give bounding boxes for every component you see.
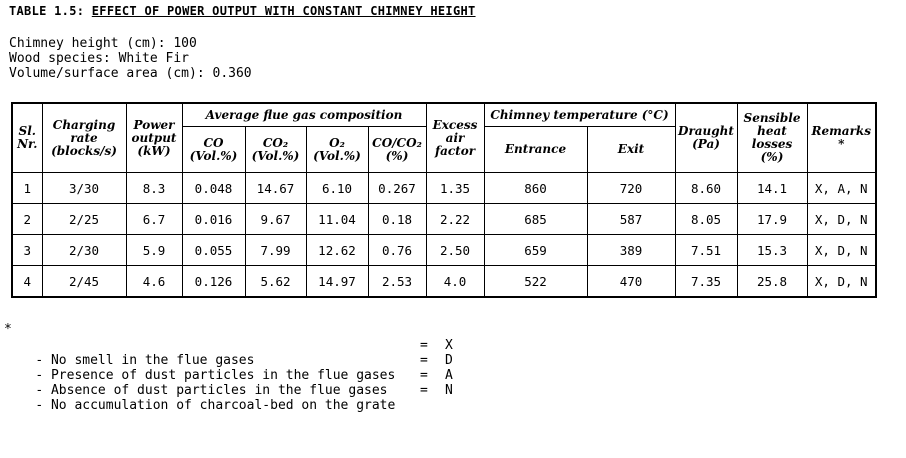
- legend-item: [4, 338, 453, 368]
- cell-entrance: 659: [484, 235, 587, 266]
- results-table: [11, 102, 877, 298]
- cell-draught: 7.35: [675, 266, 737, 298]
- cell-excess: 4.0: [426, 266, 484, 298]
- cell-entrance: 522: [484, 266, 587, 298]
- cell-remarks: X, D, N: [807, 204, 876, 235]
- cell-o2: 14.97: [306, 266, 368, 298]
- col-exit: Exit: [587, 127, 675, 173]
- legend-code: X: [445, 338, 453, 353]
- cell-exit: 470: [587, 266, 675, 298]
- cell-sensible: 25.8: [737, 266, 807, 298]
- cell-charging: 2/30: [42, 235, 126, 266]
- legend-marker: *: [4, 322, 12, 337]
- cell-remarks: X, D, N: [807, 266, 876, 298]
- cell-sl: 2: [12, 204, 42, 235]
- table-row: [12, 204, 876, 235]
- cell-entrance: 860: [484, 173, 587, 204]
- cell-co: 0.126: [182, 266, 245, 298]
- table-title: [9, 4, 476, 18]
- cell-exit: 720: [587, 173, 675, 204]
- cell-sl: 1: [12, 173, 42, 204]
- legend-equals: =: [420, 338, 428, 353]
- cell-sl: 3: [12, 235, 42, 266]
- legend-text: - No accumulation of charcoal-bed on the grate: [35, 398, 396, 413]
- table-row: [12, 266, 876, 298]
- cell-remarks: X, A, N: [807, 173, 876, 204]
- legend-text: - Absence of dust particles in the flue gases: [35, 383, 388, 398]
- cell-charging: 2/25: [42, 204, 126, 235]
- cell-excess: 1.35: [426, 173, 484, 204]
- legend-text: - No smell in the flue gases: [35, 353, 255, 368]
- cell-exit: 587: [587, 204, 675, 235]
- cell-draught: 8.05: [675, 204, 737, 235]
- table-caption: EFFECT OF POWER OUTPUT WITH CONSTANT CHIMNEY HEIGHT: [91, 4, 476, 18]
- cell-charging: 3/30: [42, 173, 126, 204]
- cell-co2: 14.67: [245, 173, 306, 204]
- cell-power: 8.3: [126, 173, 182, 204]
- table-number: TABLE 1.5:: [9, 4, 85, 18]
- table-row: [12, 235, 876, 266]
- cell-excess: 2.50: [426, 235, 484, 266]
- col-sensible-heat: Sensible heat losses (%): [737, 103, 807, 173]
- col-co2: CO₂ (Vol.%): [245, 127, 306, 173]
- legend-equals: =: [420, 368, 428, 383]
- legend-equals: =: [420, 383, 428, 398]
- cell-ratio: 0.18: [368, 204, 426, 235]
- col-o2: O₂ (Vol.%): [306, 127, 368, 173]
- cell-sl: 4: [12, 266, 42, 298]
- cell-excess: 2.22: [426, 204, 484, 235]
- cell-ratio: 2.53: [368, 266, 426, 298]
- cell-power: 5.9: [126, 235, 182, 266]
- cell-remarks: X, D, N: [807, 235, 876, 266]
- cell-sensible: 17.9: [737, 204, 807, 235]
- col-draught: Draught (Pa): [675, 103, 737, 173]
- cell-ratio: 0.267: [368, 173, 426, 204]
- cell-o2: 11.04: [306, 204, 368, 235]
- col-entrance: Entrance: [484, 127, 587, 173]
- cell-co2: 5.62: [245, 266, 306, 298]
- col-co-co2-ratio: CO/CO₂ (%): [368, 127, 426, 173]
- cell-power: 6.7: [126, 204, 182, 235]
- cell-draught: 7.51: [675, 235, 737, 266]
- col-sl-nr: Sl. Nr.: [12, 103, 42, 173]
- cell-o2: 6.10: [306, 173, 368, 204]
- cell-charging: 2/45: [42, 266, 126, 298]
- cell-o2: 12.62: [306, 235, 368, 266]
- cell-co2: 7.99: [245, 235, 306, 266]
- cell-ratio: 0.76: [368, 235, 426, 266]
- legend-code: N: [445, 383, 453, 398]
- cell-draught: 8.60: [675, 173, 737, 204]
- legend-text: - Presence of dust particles in the flue gases: [35, 368, 396, 383]
- wood-species: Wood species: White Fir: [9, 51, 190, 66]
- cell-sensible: 15.3: [737, 235, 807, 266]
- cell-co: 0.055: [182, 235, 245, 266]
- cell-power: 4.6: [126, 266, 182, 298]
- group-chimney-temp: Chimney temperature (°C): [484, 103, 675, 127]
- table-row: [12, 173, 876, 204]
- col-co: CO (Vol.%): [182, 127, 245, 173]
- cell-co: 0.016: [182, 204, 245, 235]
- col-power-output: Power output (kW): [126, 103, 182, 173]
- chimney-height: Chimney height (cm): 100: [9, 36, 197, 51]
- cell-sensible: 14.1: [737, 173, 807, 204]
- remarks-legend: [4, 322, 453, 413]
- col-charging-rate: Charging rate (blocks/s): [42, 103, 126, 173]
- legend-item: [4, 353, 453, 383]
- experiment-parameters: [9, 36, 252, 81]
- group-flue-gas: Average flue gas composition: [182, 103, 426, 127]
- legend-item: [4, 383, 453, 413]
- volume-surface-ratio: Volume/surface area (cm): 0.360: [9, 66, 252, 81]
- legend-code: D: [445, 353, 453, 368]
- legend-item: [4, 368, 453, 398]
- cell-entrance: 685: [484, 204, 587, 235]
- cell-exit: 389: [587, 235, 675, 266]
- col-remarks: Remarks *: [807, 103, 876, 173]
- cell-co: 0.048: [182, 173, 245, 204]
- legend-equals: =: [420, 353, 428, 368]
- legend-code: A: [445, 368, 453, 383]
- cell-co2: 9.67: [245, 204, 306, 235]
- col-excess-air: Excess air factor: [426, 103, 484, 173]
